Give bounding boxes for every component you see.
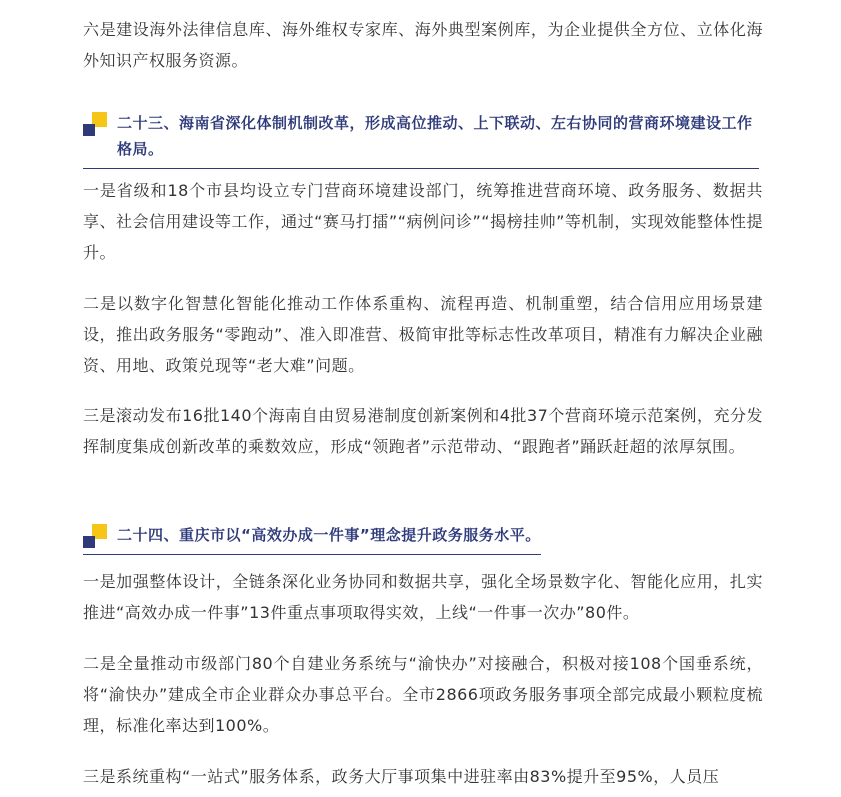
paragraph-overseas-ip: 六是建设海外法律信息库、海外维权专家库、海外典型案例库，为企业提供全方位、立体化海外知识产权服务资源。 — [83, 20, 763, 70]
heading-title: 二十三、海南省深化体制机制改革，形成高位推动、上下联动、左右协同的营商环境建设工作格局。 — [117, 114, 753, 158]
paragraph-chongqing-2: 二是全量推动市级部门80个自建业务系统与“渝快办”对接融合，积极对接108个国垂系统，将“渝快办”建成全市企业群众办事总平台。全市2866项政务服务事项全部完成最小颗粒度梳理，标准化率达到100%。 — [83, 654, 763, 735]
section-heading-chongqing — [83, 522, 541, 555]
paragraph-chongqing-3: 三是系统重构“一站式”服务体系，政务大厅事项集中进驻率由83%提升至95%，人员压 — [83, 767, 720, 786]
heading-square-icon — [83, 112, 107, 136]
heading-square-icon — [83, 524, 107, 548]
heading-title: 二十四、重庆市以“高效办成一件事”理念提升政务服务水平。 — [117, 526, 541, 544]
paragraph-hainan-2: 二是以数字化智慧化智能化推动工作体系重构、流程再造、机制重塑，结合信用应用场景建设，推出政务服务“零跑动”、准入即准营、极简审批等标志性改革项目，精准有力解决企业融资、用地、政策兑现等“老大难”问题。 — [83, 294, 763, 375]
paragraph-hainan-1: 一是省级和18个市县均设立专门营商环境建设部门，统筹推进营商环境、政务服务、数据共享、社会信用建设等工作，通过“赛马打擂”“病例问诊”“揭榜挂帅”等机制，实现效能整体性提升。 — [83, 181, 763, 262]
paragraph-chongqing-1: 一是加强整体设计，全链条深化业务协同和数据共享，强化全场景数字化、智能化应用，扎实推进“高效办成一件事”13件重点事项取得实效，上线“一件事一次办”80件。 — [83, 572, 763, 622]
blue-square — [83, 536, 95, 548]
heading-underline-block — [83, 110, 759, 169]
paragraph-hainan-3: 三是滚动发布16批140个海南自由贸易港制度创新案例和4批37个营商环境示范案例，充分发挥制度集成创新改革的乘数效应，形成“领跑者”示范带动、“跟跑者”踊跃赶超的浓厚氛围。 — [83, 406, 763, 456]
section-heading-hainan — [83, 110, 759, 169]
blue-square — [83, 124, 95, 136]
heading-underline-block — [83, 522, 541, 555]
